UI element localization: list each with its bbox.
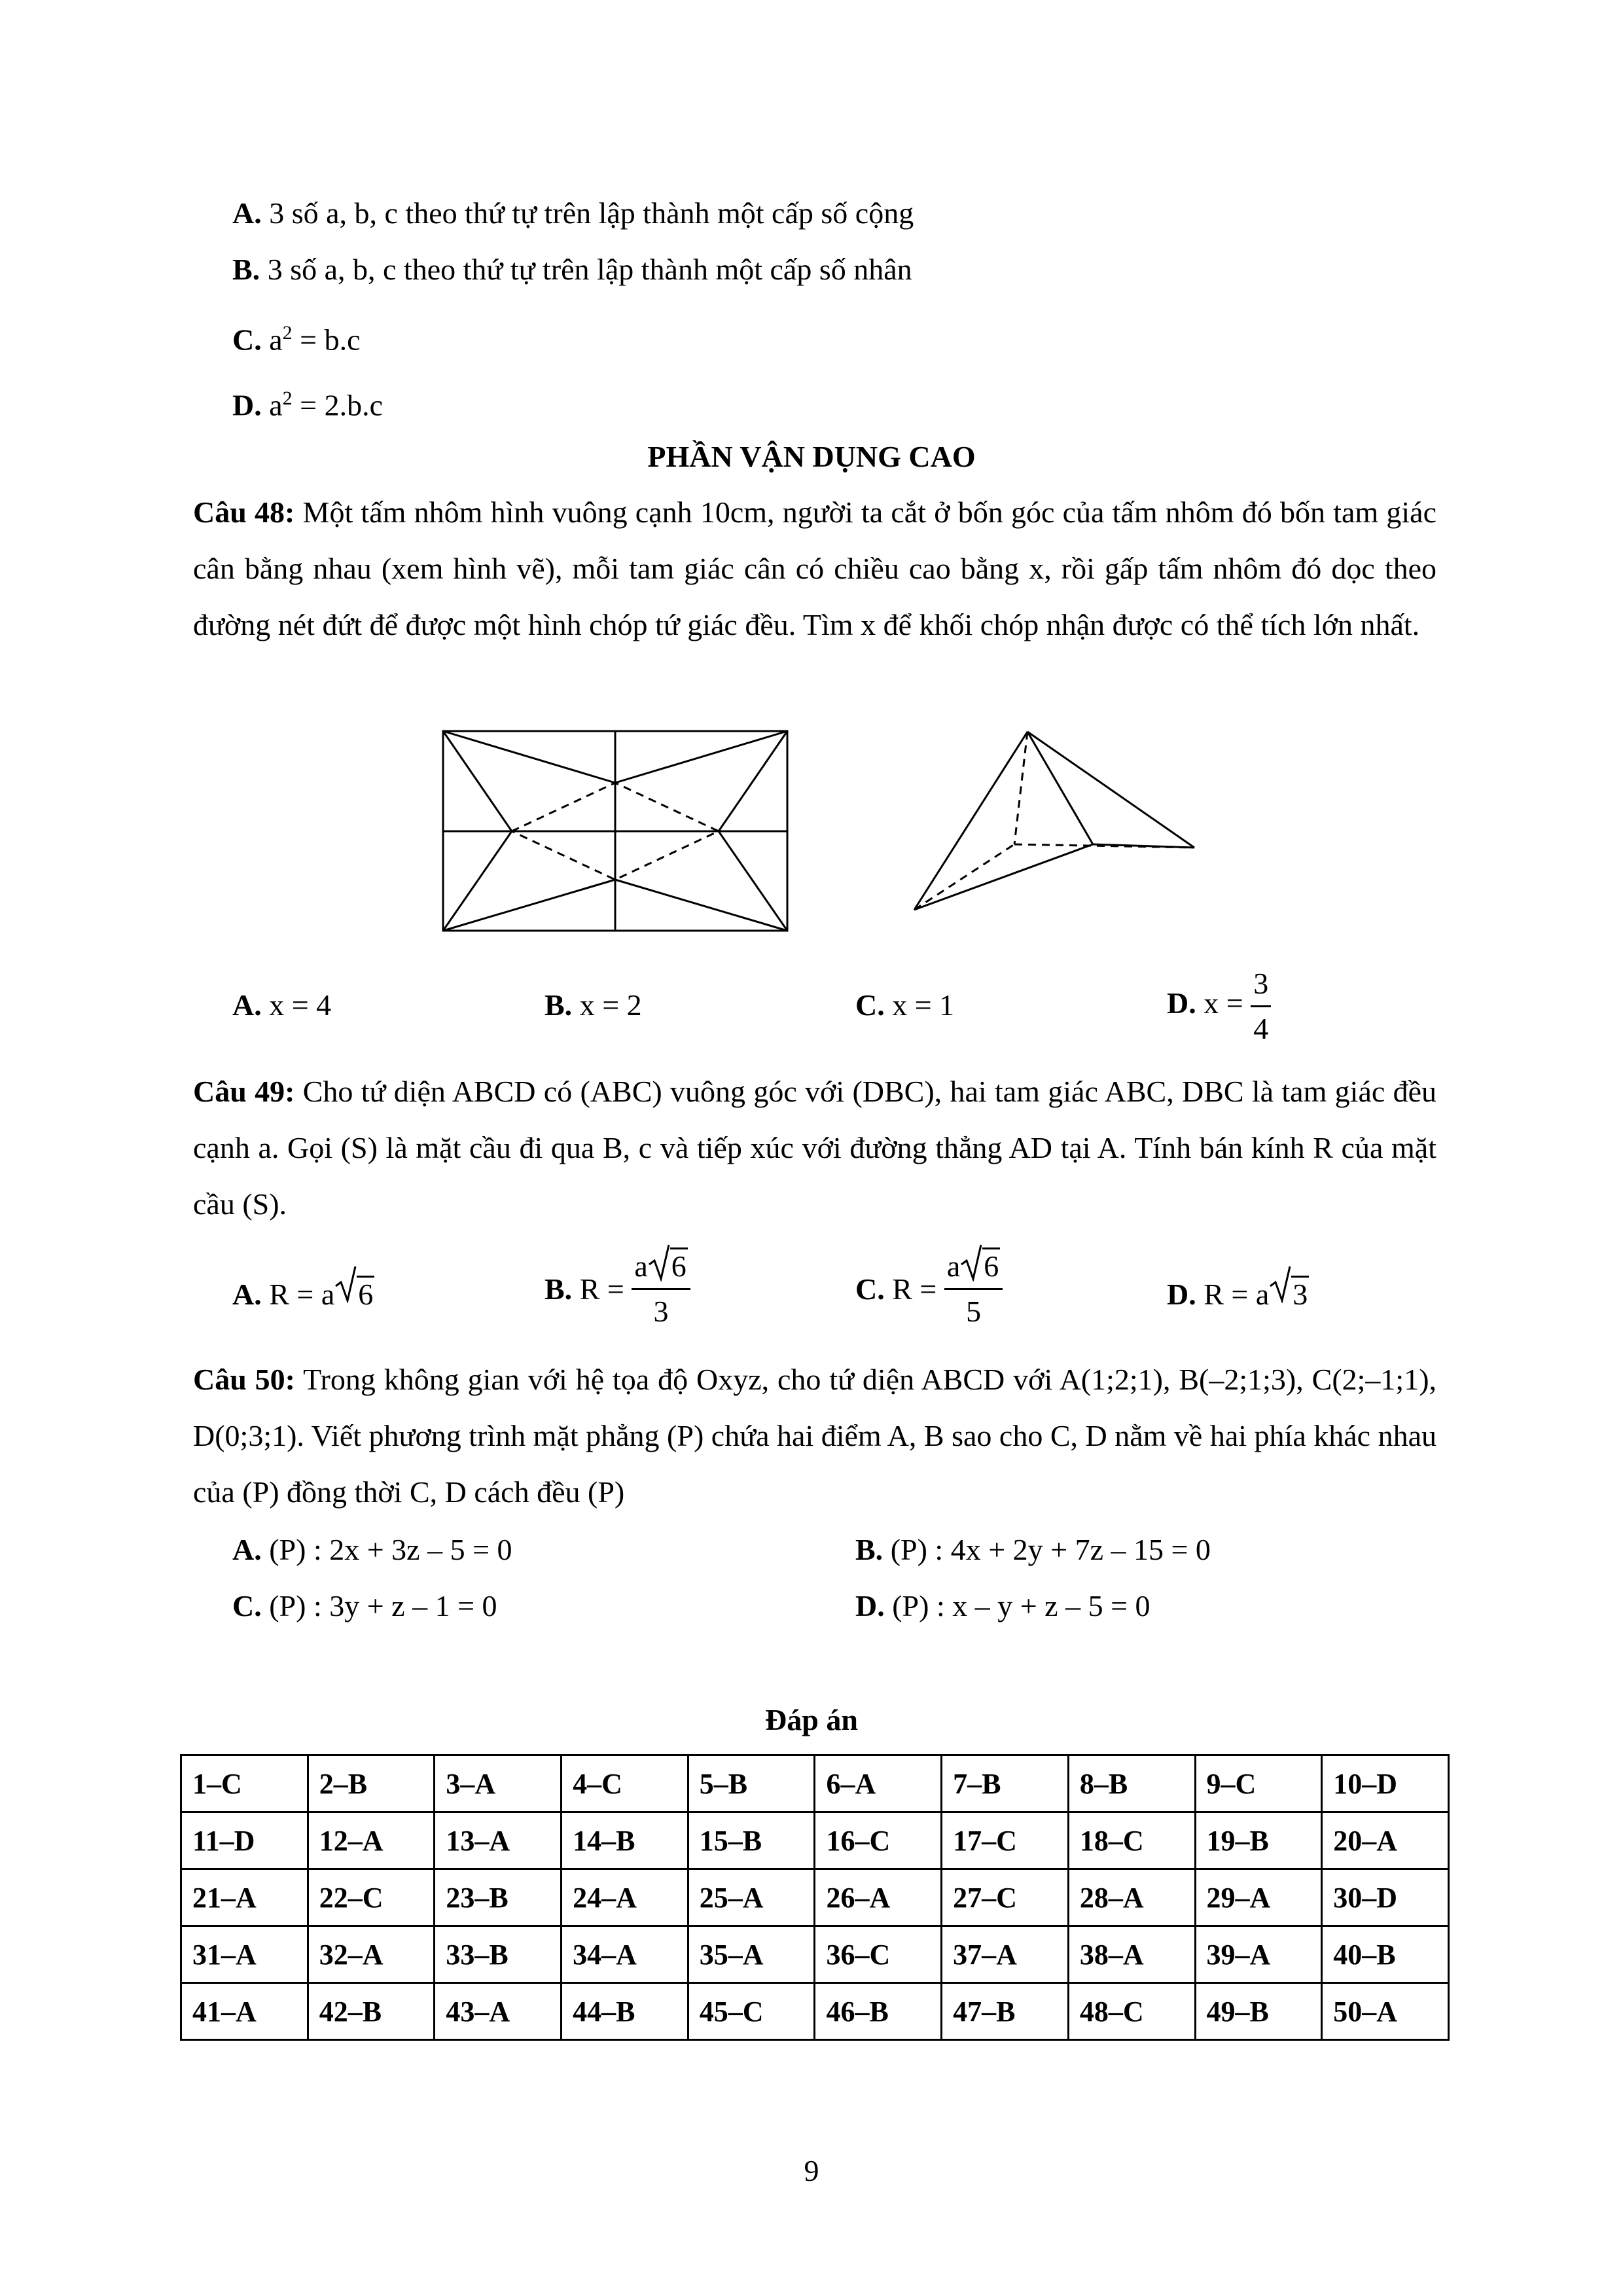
answer-cell: 11–D	[181, 1812, 308, 1869]
answer-cell: 13–A	[435, 1812, 562, 1869]
q47-option-c: C. $a^2 = b.c$	[232, 322, 361, 357]
q48-option-a: A. x = 4	[232, 988, 332, 1022]
section-title: PHẦN VẬN DỤNG CAO	[647, 440, 976, 473]
answer-cell: 7–B	[942, 1755, 1069, 1812]
answer-cell: 3–A	[435, 1755, 562, 1812]
answer-cell: 33–B	[435, 1926, 562, 1983]
table-row	[181, 1812, 1449, 1869]
q48-figure-net	[442, 730, 789, 933]
answer-cell: 40–B	[1322, 1926, 1449, 1983]
answer-cell: 30–D	[1322, 1869, 1449, 1926]
q49-stem: Câu 49: Cho tứ diện ABCD có (ABC) vuông góc với (DBC), hai tam giác ABC, DBC là tam giác đều cạnh a. Gọi (S) là mặt cầu đi qua B, c và tiếp xúc với đường thẳng AD tại A. Tính bán kính R của mặt cầu (S).	[193, 1075, 1437, 1221]
answer-cell: 2–B	[308, 1755, 435, 1812]
q50-option-d: D. (P) : x – y + z – 5 = 0	[855, 1589, 1150, 1623]
q48-option-b: B. x = 2	[544, 988, 642, 1022]
q47-option-b: B. 3 số a, b, c theo thứ tự trên lập thành một cấp số nhân	[232, 253, 912, 286]
q48-stem: Câu 48: Một tấm nhôm hình vuông cạnh 10cm, người ta cắt ở bốn góc của tấm nhôm đó bốn tam giác cân bằng nhau (xem hình vẽ), mỗi tam giác cân có chiều cao bằng x, rồi gấp tấm nhôm đó dọc theo đường nét đứt để được một hình chóp tứ giác đều. Tìm x để khối chóp nhận được có thể tích lớn nhất.	[193, 495, 1437, 641]
answer-cell: 31–A	[181, 1926, 308, 1983]
answer-cell: 17–C	[942, 1812, 1069, 1869]
sqrt: 6	[960, 1245, 1000, 1288]
fraction: a 6 3	[632, 1245, 690, 1333]
answer-cell: 20–A	[1322, 1812, 1449, 1869]
answer-cell: 45–C	[688, 1983, 815, 2040]
sqrt: 3	[1269, 1266, 1309, 1323]
answer-cell: 16–C	[815, 1812, 942, 1869]
answer-cell: 27–C	[942, 1869, 1069, 1926]
q49-option-b: B. R = a 6 3	[544, 1245, 690, 1333]
sqrt: 6	[648, 1245, 688, 1288]
answer-cell: 10–D	[1322, 1755, 1449, 1812]
q50-option-a: A. (P) : 2x + 3z – 5 = 0	[232, 1533, 512, 1566]
answer-cell: 36–C	[815, 1926, 942, 1983]
q48-figure-pyramid	[913, 726, 1201, 916]
answer-cell: 9–C	[1195, 1755, 1322, 1812]
fraction: $\frac{3}{4}$	[1251, 962, 1271, 1050]
q50-option-b: B. (P) : 4x + 2y + 7z – 15 = 0	[855, 1533, 1211, 1566]
answer-cell: 44–B	[562, 1983, 688, 2040]
answer-cell: 24–A	[562, 1869, 688, 1926]
answer-cell: 47–B	[942, 1983, 1069, 2040]
page-number: 9	[804, 2154, 819, 2187]
q49-option-c: C. R = a 6 5	[855, 1245, 1003, 1333]
answer-cell: 4–C	[562, 1755, 688, 1812]
answer-cell: 12–A	[308, 1812, 435, 1869]
q50-stem: Câu 50: Trong không gian với hệ tọa độ Oxyz, cho tứ diện ABCD với A(1;2;1), B(–2;1;3), C(2;–1;1), D(0;3;1). Viết phương trình mặt phẳng (P) chứa hai điểm A, B sao cho C, D nằm về hai phía khác nhau của (P) đồng thời C, D cách đều (P)	[193, 1363, 1437, 1509]
table-row	[181, 1755, 1449, 1812]
answer-cell: 37–A	[942, 1926, 1069, 1983]
answer-cell: 39–A	[1195, 1926, 1322, 1983]
fraction: a 6 5	[944, 1245, 1003, 1333]
answer-table	[180, 1754, 1450, 2041]
answer-cell: 49–B	[1195, 1983, 1322, 2040]
q49-option-d: D. R = a 3	[1167, 1266, 1309, 1323]
answer-cell: 26–A	[815, 1869, 942, 1926]
answer-cell: 5–B	[688, 1755, 815, 1812]
answer-cell: 1–C	[181, 1755, 308, 1812]
q48-option-c: C. x = 1	[855, 988, 955, 1022]
answer-cell: 32–A	[308, 1926, 435, 1983]
sqrt: 6	[334, 1266, 374, 1323]
table-row	[181, 1983, 1449, 2040]
answer-cell: 48–C	[1068, 1983, 1195, 2040]
answer-cell: 6–A	[815, 1755, 942, 1812]
answer-cell: 28–A	[1068, 1869, 1195, 1926]
q47-option-d: D. $a^2 = 2.b.c$	[232, 387, 383, 422]
q49-option-a: A. R = a 6	[232, 1266, 374, 1323]
answer-cell: 41–A	[181, 1983, 308, 2040]
answer-cell: 15–B	[688, 1812, 815, 1869]
answer-cell: 34–A	[562, 1926, 688, 1983]
answer-cell: 46–B	[815, 1983, 942, 2040]
table-row	[181, 1869, 1449, 1926]
answer-cell: 21–A	[181, 1869, 308, 1926]
answer-cell: 25–A	[688, 1869, 815, 1926]
table-row	[181, 1926, 1449, 1983]
answer-cell: 18–C	[1068, 1812, 1195, 1869]
answer-cell: 43–A	[435, 1983, 562, 2040]
q50-option-c: C. (P) : 3y + z – 1 = 0	[232, 1589, 497, 1623]
q47-option-a: A. 3 số a, b, c theo thứ tự trên lập thành một cấp số cộng	[232, 196, 914, 230]
answer-cell: 29–A	[1195, 1869, 1322, 1926]
answer-cell: 50–A	[1322, 1983, 1449, 2040]
answers-title: Đáp án	[765, 1703, 858, 1736]
answer-cell: 19–B	[1195, 1812, 1322, 1869]
answer-cell: 14–B	[562, 1812, 688, 1869]
answer-cell: 22–C	[308, 1869, 435, 1926]
answer-cell: 35–A	[688, 1926, 815, 1983]
answer-cell: 23–B	[435, 1869, 562, 1926]
answer-cell: 8–B	[1068, 1755, 1195, 1812]
q48-option-d: D. x = $\frac{3}{4}$	[1167, 962, 1271, 1050]
answer-cell: 42–B	[308, 1983, 435, 2040]
answer-cell: 38–A	[1068, 1926, 1195, 1983]
